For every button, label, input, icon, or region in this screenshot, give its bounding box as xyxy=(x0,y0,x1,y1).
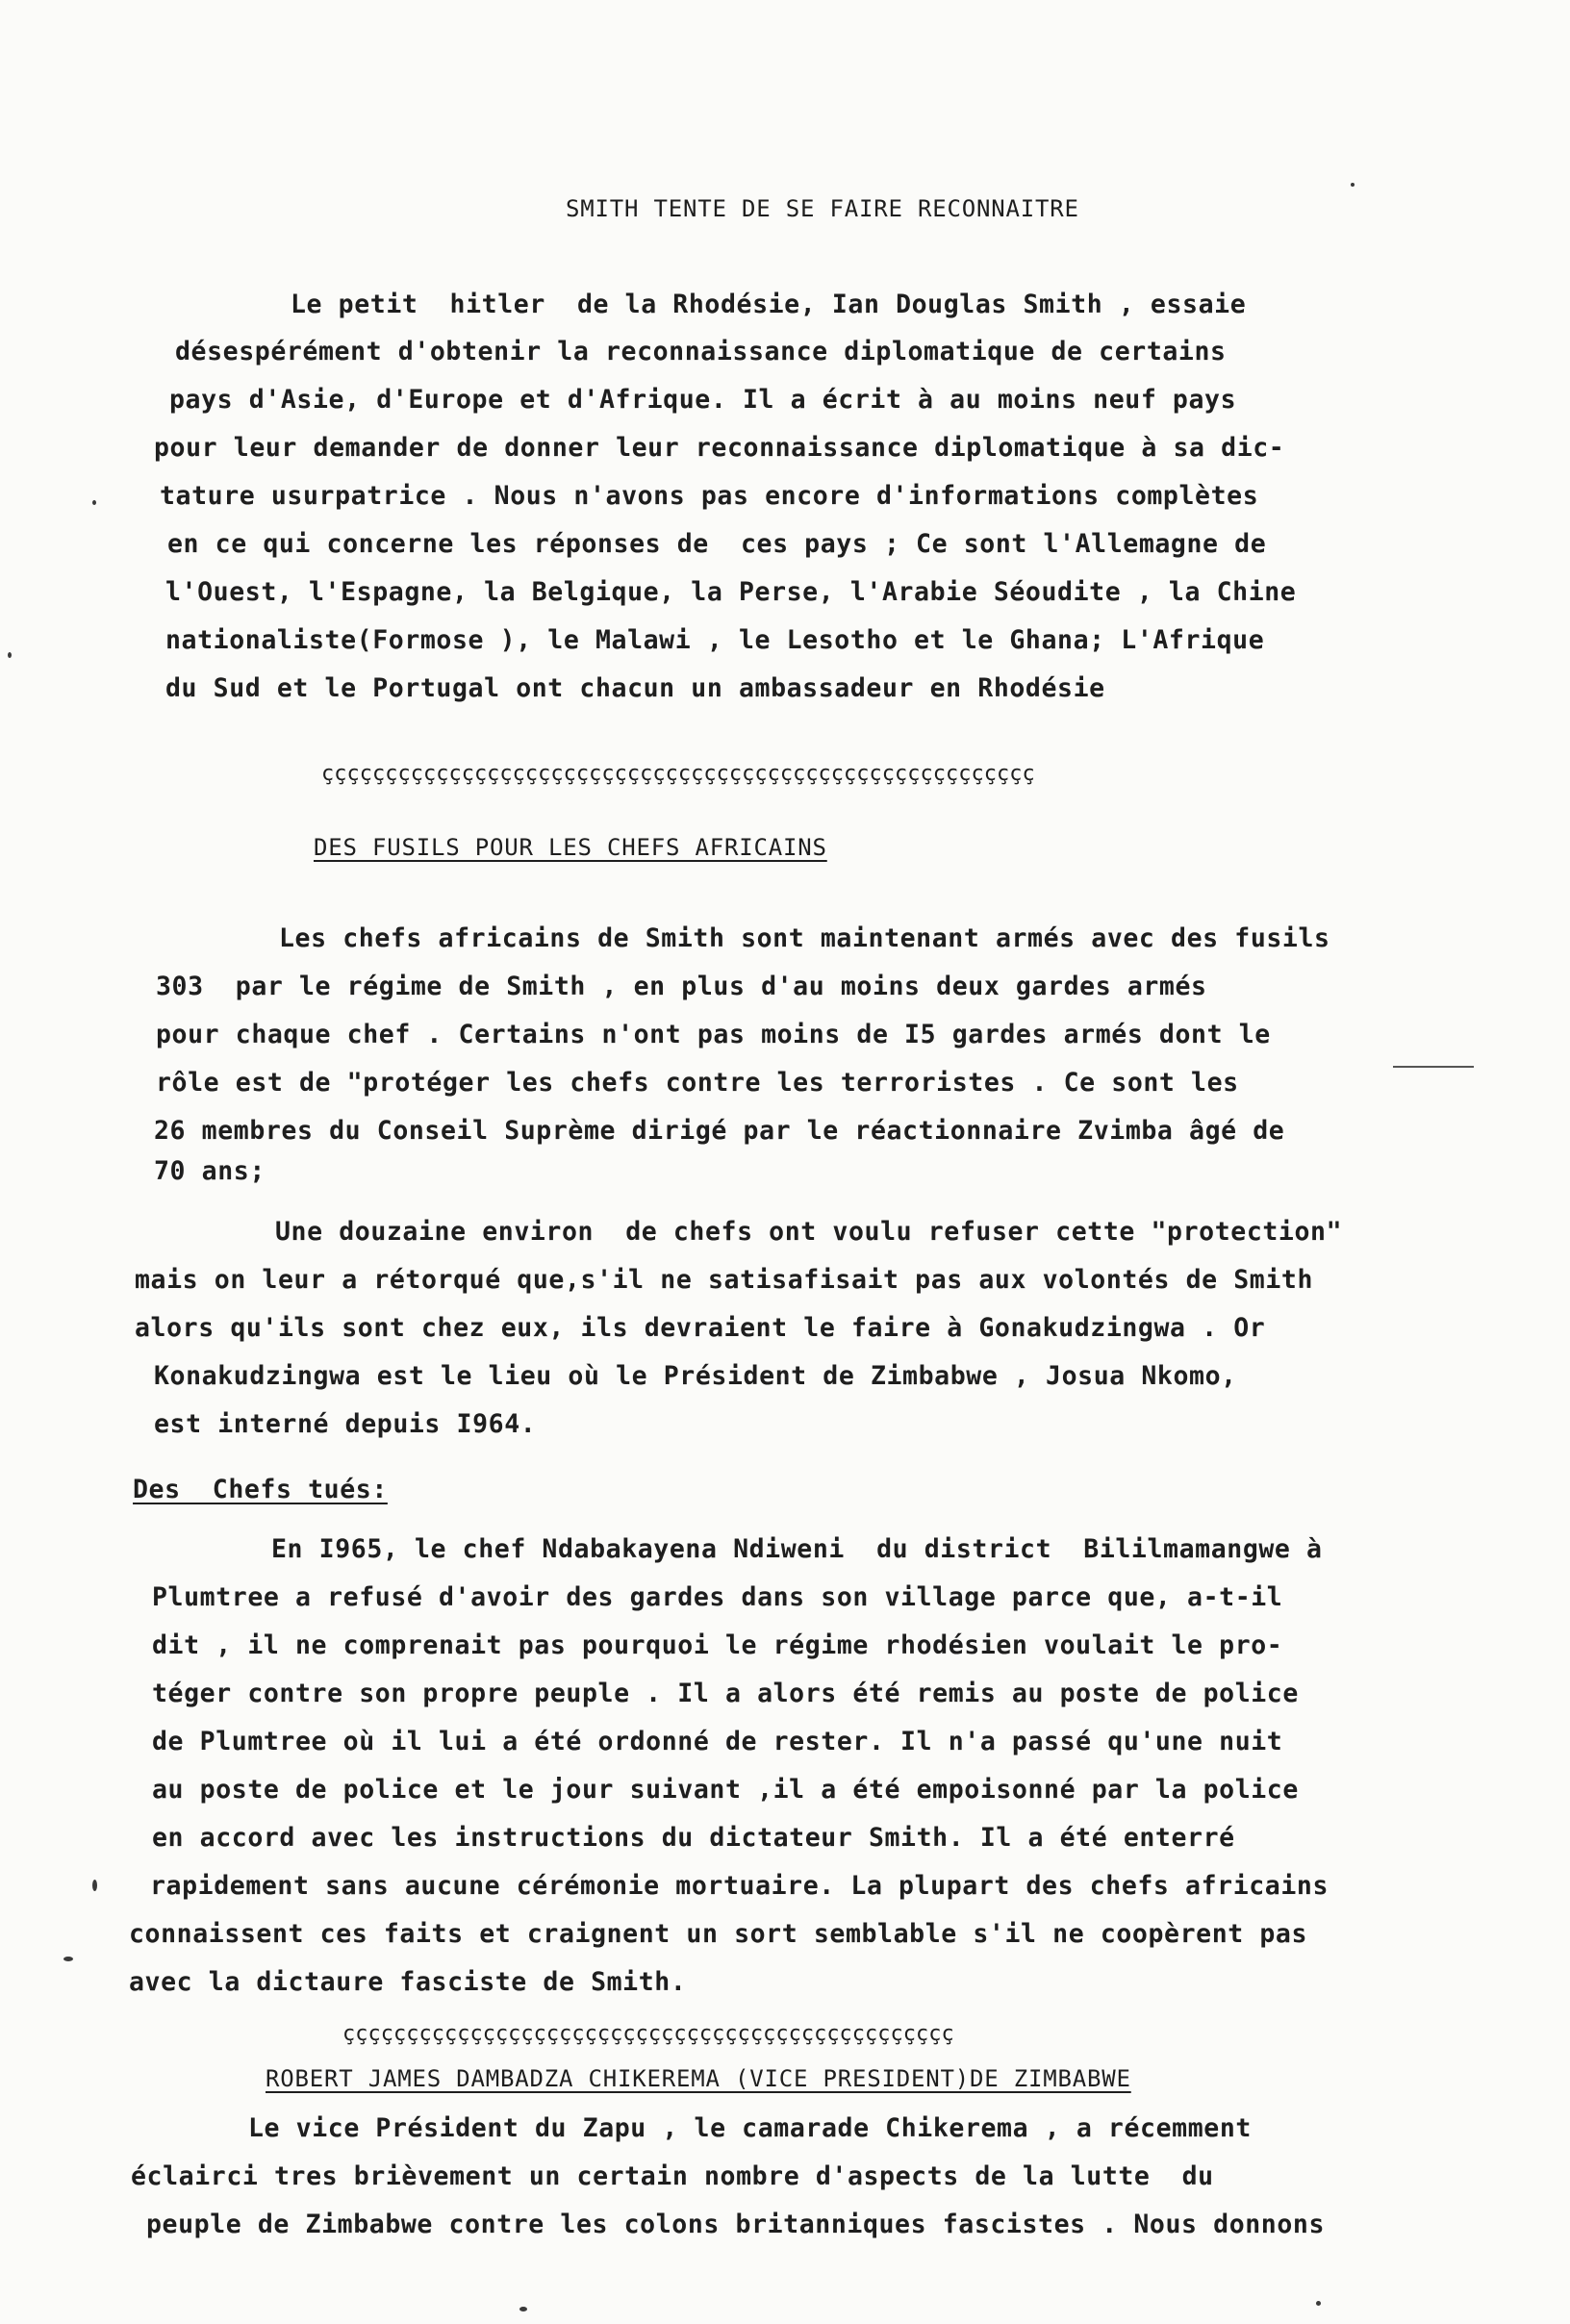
paragraph-line: mais on leur a rétorqué que,s'il ne satisafisait pas aux volontés de Smith xyxy=(135,1265,1314,1295)
section-title-chefs-tues: Des Chefs tués: xyxy=(133,1475,388,1504)
paragraph-line: dit , il ne comprenait pas pourquoi le régime rhodésien voulait le pro- xyxy=(152,1630,1283,1660)
paragraph-line: éclairci tres brièvement un certain nombre d'aspects de la lutte du xyxy=(131,2161,1214,2191)
scan-speck xyxy=(8,652,12,658)
paragraph-line: connaissent ces faits et craignent un sort semblable s'il ne coopèrent pas xyxy=(129,1919,1308,1949)
paragraph-line: Plumtree a refusé d'avoir des gardes dans son village parce que, a-t-il xyxy=(152,1582,1283,1612)
paragraph-line: Le vice Président du Zapu , le camarade Chikerema , a récemment xyxy=(248,2113,1252,2143)
paragraph-line: nationaliste(Formose ), le Malawi , le Lesotho et le Ghana; L'Afrique xyxy=(165,625,1265,655)
paragraph-line: rôle est de "protéger les chefs contre les terroristes . Ce sont les xyxy=(156,1068,1239,1098)
scan-speck xyxy=(1351,183,1355,187)
paragraph-line: Une douzaine environ de chefs ont voulu refuser cette "protection" xyxy=(275,1217,1343,1247)
paragraph-line: tature usurpatrice . Nous n'avons pas encore d'informations complètes xyxy=(160,481,1259,511)
paragraph-line: de Plumtree où il lui a été ordonné de rester. Il n'a passé qu'une nuit xyxy=(152,1727,1283,1756)
paragraph-line: au poste de police et le jour suivant ,il a été empoisonné par la police xyxy=(152,1775,1299,1805)
paragraph-line: peuple de Zimbabwe contre les colons britanniques fascistes . Nous donnons xyxy=(146,2210,1326,2239)
section-title-chikerema: ROBERT JAMES DAMBADZA CHIKEREMA (VICE PRESIDENT)DE ZIMBABWE xyxy=(266,2065,1131,2092)
paragraph-line: Les chefs africains de Smith sont maintenant armés avec des fusils xyxy=(279,923,1330,953)
scan-speck xyxy=(63,1957,73,1961)
paragraph-line: est interné depuis I964. xyxy=(154,1409,537,1439)
paragraph-line: En I965, le chef Ndabakayena Ndiweni du district Bililmamangwe à xyxy=(271,1534,1323,1564)
scan-speck xyxy=(92,1880,97,1891)
scan-speck xyxy=(519,2307,527,2311)
separator-line: çççççççççççççççççççççççççççççççççççççççççççççççççççççççç xyxy=(321,762,1035,786)
paragraph-line: l'Ouest, l'Espagne, la Belgique, la Perse, l'Arabie Séoudite , la Chine xyxy=(165,577,1297,607)
paragraph-line: téger contre son propre peuple . Il a alors été remis au poste de police xyxy=(152,1679,1299,1708)
scan-mark xyxy=(1393,1066,1474,1068)
paragraph-line: pour leur demander de donner leur reconnaissance diplomatique à sa dic- xyxy=(154,433,1285,463)
paragraph-line: 303 par le régime de Smith , en plus d'au moins deux gardes armés xyxy=(156,972,1207,1001)
paragraph-line: désespérément d'obtenir la reconnaissance diplomatique de certains xyxy=(175,337,1227,366)
paragraph-line: pour chaque chef . Certains n'ont pas moins de I5 gardes armés dont le xyxy=(156,1020,1271,1049)
paragraph-line: Le petit hitler de la Rhodésie, Ian Douglas Smith , essaie xyxy=(291,290,1247,319)
section-title-smith: SMITH TENTE DE SE FAIRE RECONNAITRE xyxy=(566,195,1079,222)
scan-speck xyxy=(92,500,96,505)
paragraph-line: pays d'Asie, d'Europe et d'Afrique. Il a écrit à au moins neuf pays xyxy=(169,385,1237,415)
paragraph-line: avec la dictaure fasciste de Smith. xyxy=(129,1967,687,1997)
section-title-fusils: DES FUSILS POUR LES CHEFS AFRICAINS xyxy=(314,834,827,861)
paragraph-line: Konakudzingwa est le lieu où le Président de Zimbabwe , Josua Nkomo, xyxy=(154,1361,1237,1391)
scan-speck xyxy=(1316,2301,1321,2306)
paragraph-line: alors qu'ils sont chez eux, ils devraient le faire à Gonakudzingwa . Or xyxy=(135,1313,1266,1343)
paragraph-line: 26 membres du Conseil Suprème dirigé par le réactionnaire Zvimba âgé de xyxy=(154,1116,1285,1146)
paragraph-line: 70 ans; xyxy=(154,1156,266,1186)
paragraph-line: du Sud et le Portugal ont chacun un ambassadeur en Rhodésie xyxy=(165,673,1105,703)
paragraph-line: en accord avec les instructions du dictateur Smith. Il a été enterré xyxy=(152,1823,1235,1853)
paragraph-line: en ce qui concerne les réponses de ces pays ; Ce sont l'Allemagne de xyxy=(167,529,1267,559)
separator-line: çççççççççççççççççççççççççççççççççççççççççççççççç xyxy=(342,2022,954,2046)
paragraph-line: rapidement sans aucune cérémonie mortuaire. La plupart des chefs africains xyxy=(150,1871,1329,1901)
